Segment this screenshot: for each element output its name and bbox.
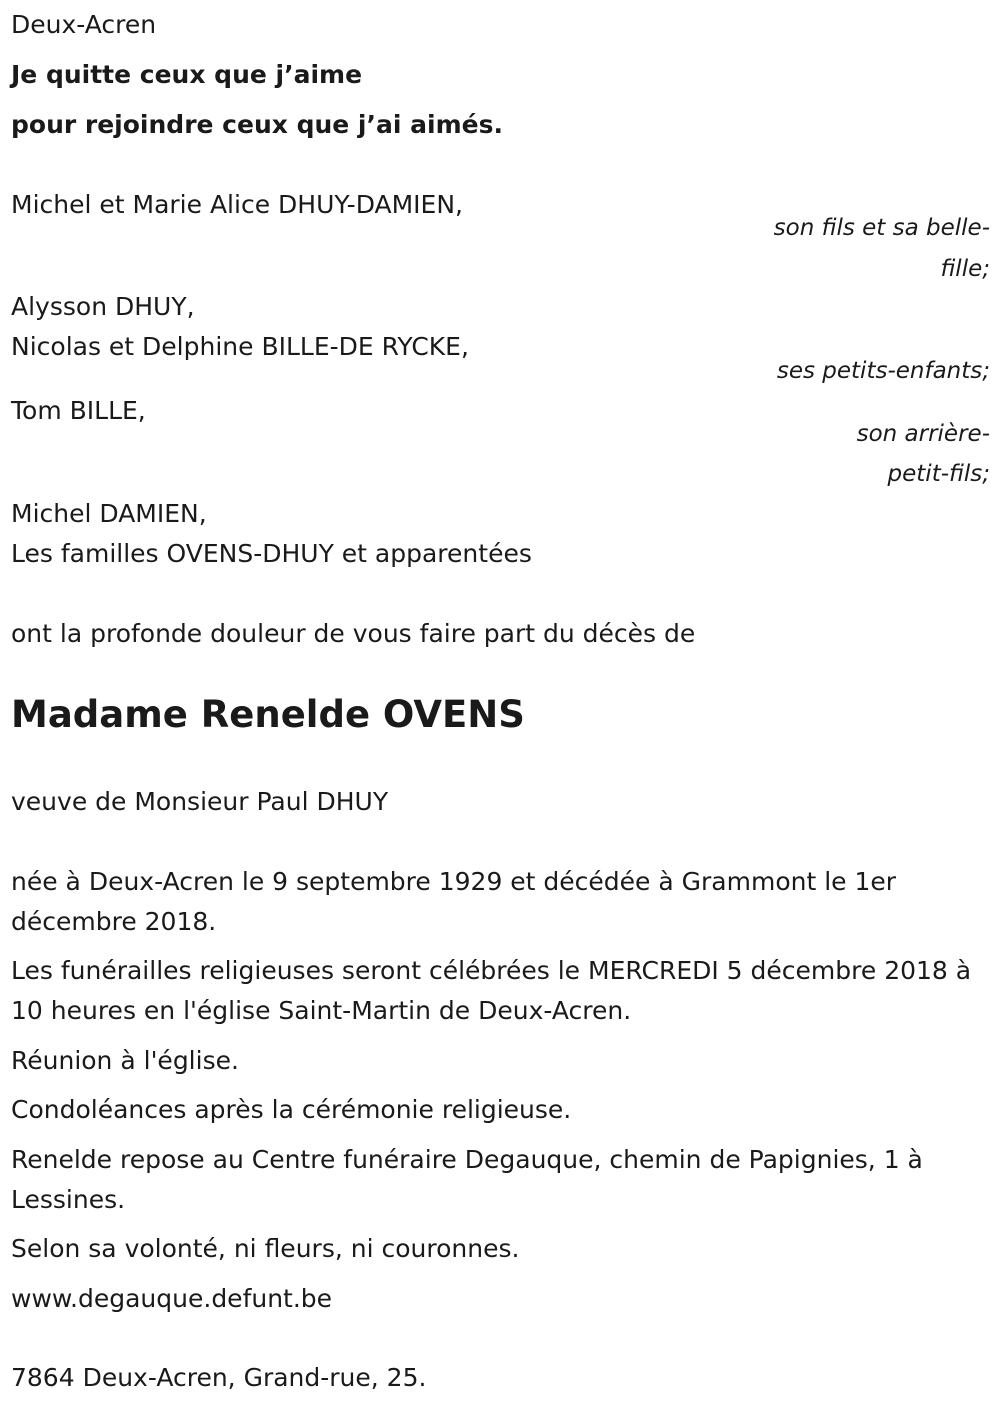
family-grandchild-1: Alysson DHUY, [11, 292, 195, 321]
announcement-text: ont la profonde douleur de vous faire part du décès de [11, 619, 696, 648]
funeral-details: Les funérailles religieuses seront célébrées le MERCREDI 5 décembre 2018 à 10 heures en l'église Saint-Martin de Deux-Acren. [11, 956, 972, 1025]
deceased-name: Madame Renelde OVENS [11, 693, 525, 736]
family-brother: Michel DAMIEN, [11, 499, 207, 528]
widow-of: veuve de Monsieur Paul DHUY [11, 787, 389, 816]
meeting-details: Réunion à l'église. [11, 1046, 239, 1075]
family-relatives: Les familles OVENS-DHUY et apparentées [11, 539, 532, 568]
family-great-grandchild-role-2: petit-fils; [887, 461, 990, 487]
family-son-role-1: son fils et sa belle- [773, 215, 990, 241]
location-heading: Deux-Acren [11, 10, 157, 39]
birth-death-details: née à Deux-Acren le 9 septembre 1929 et décédée à Grammont le 1er décembre 2018. [11, 867, 897, 936]
website-link[interactable]: www.degauque.defunt.be [11, 1284, 333, 1313]
rests-details: Renelde repose au Centre funéraire Degauque, chemin de Papignies, 1 à Lessines. [11, 1145, 923, 1214]
verse-line-2: pour rejoindre ceux que j’ai aimés. [11, 110, 503, 139]
address: 7864 Deux-Acren, Grand-rue, 25. [11, 1363, 427, 1392]
family-great-grandchild-role-1: son arrière- [856, 421, 990, 447]
family-son: Michel et Marie Alice DHUY-DAMIEN, [11, 190, 463, 219]
wishes-details: Selon sa volonté, ni fleurs, ni couronnes. [11, 1234, 520, 1263]
condolences-details: Condoléances après la cérémonie religieuse. [11, 1095, 572, 1124]
verse-line-1: Je quitte ceux que j’aime [11, 60, 363, 89]
family-son-role-2: fille; [940, 256, 990, 282]
family-grandchild-2: Nicolas et Delphine BILLE-DE RYCKE, [11, 332, 469, 361]
family-grandchildren-role: ses petits-enfants; [776, 358, 990, 384]
family-great-grandchild: Tom BILLE, [11, 396, 146, 425]
